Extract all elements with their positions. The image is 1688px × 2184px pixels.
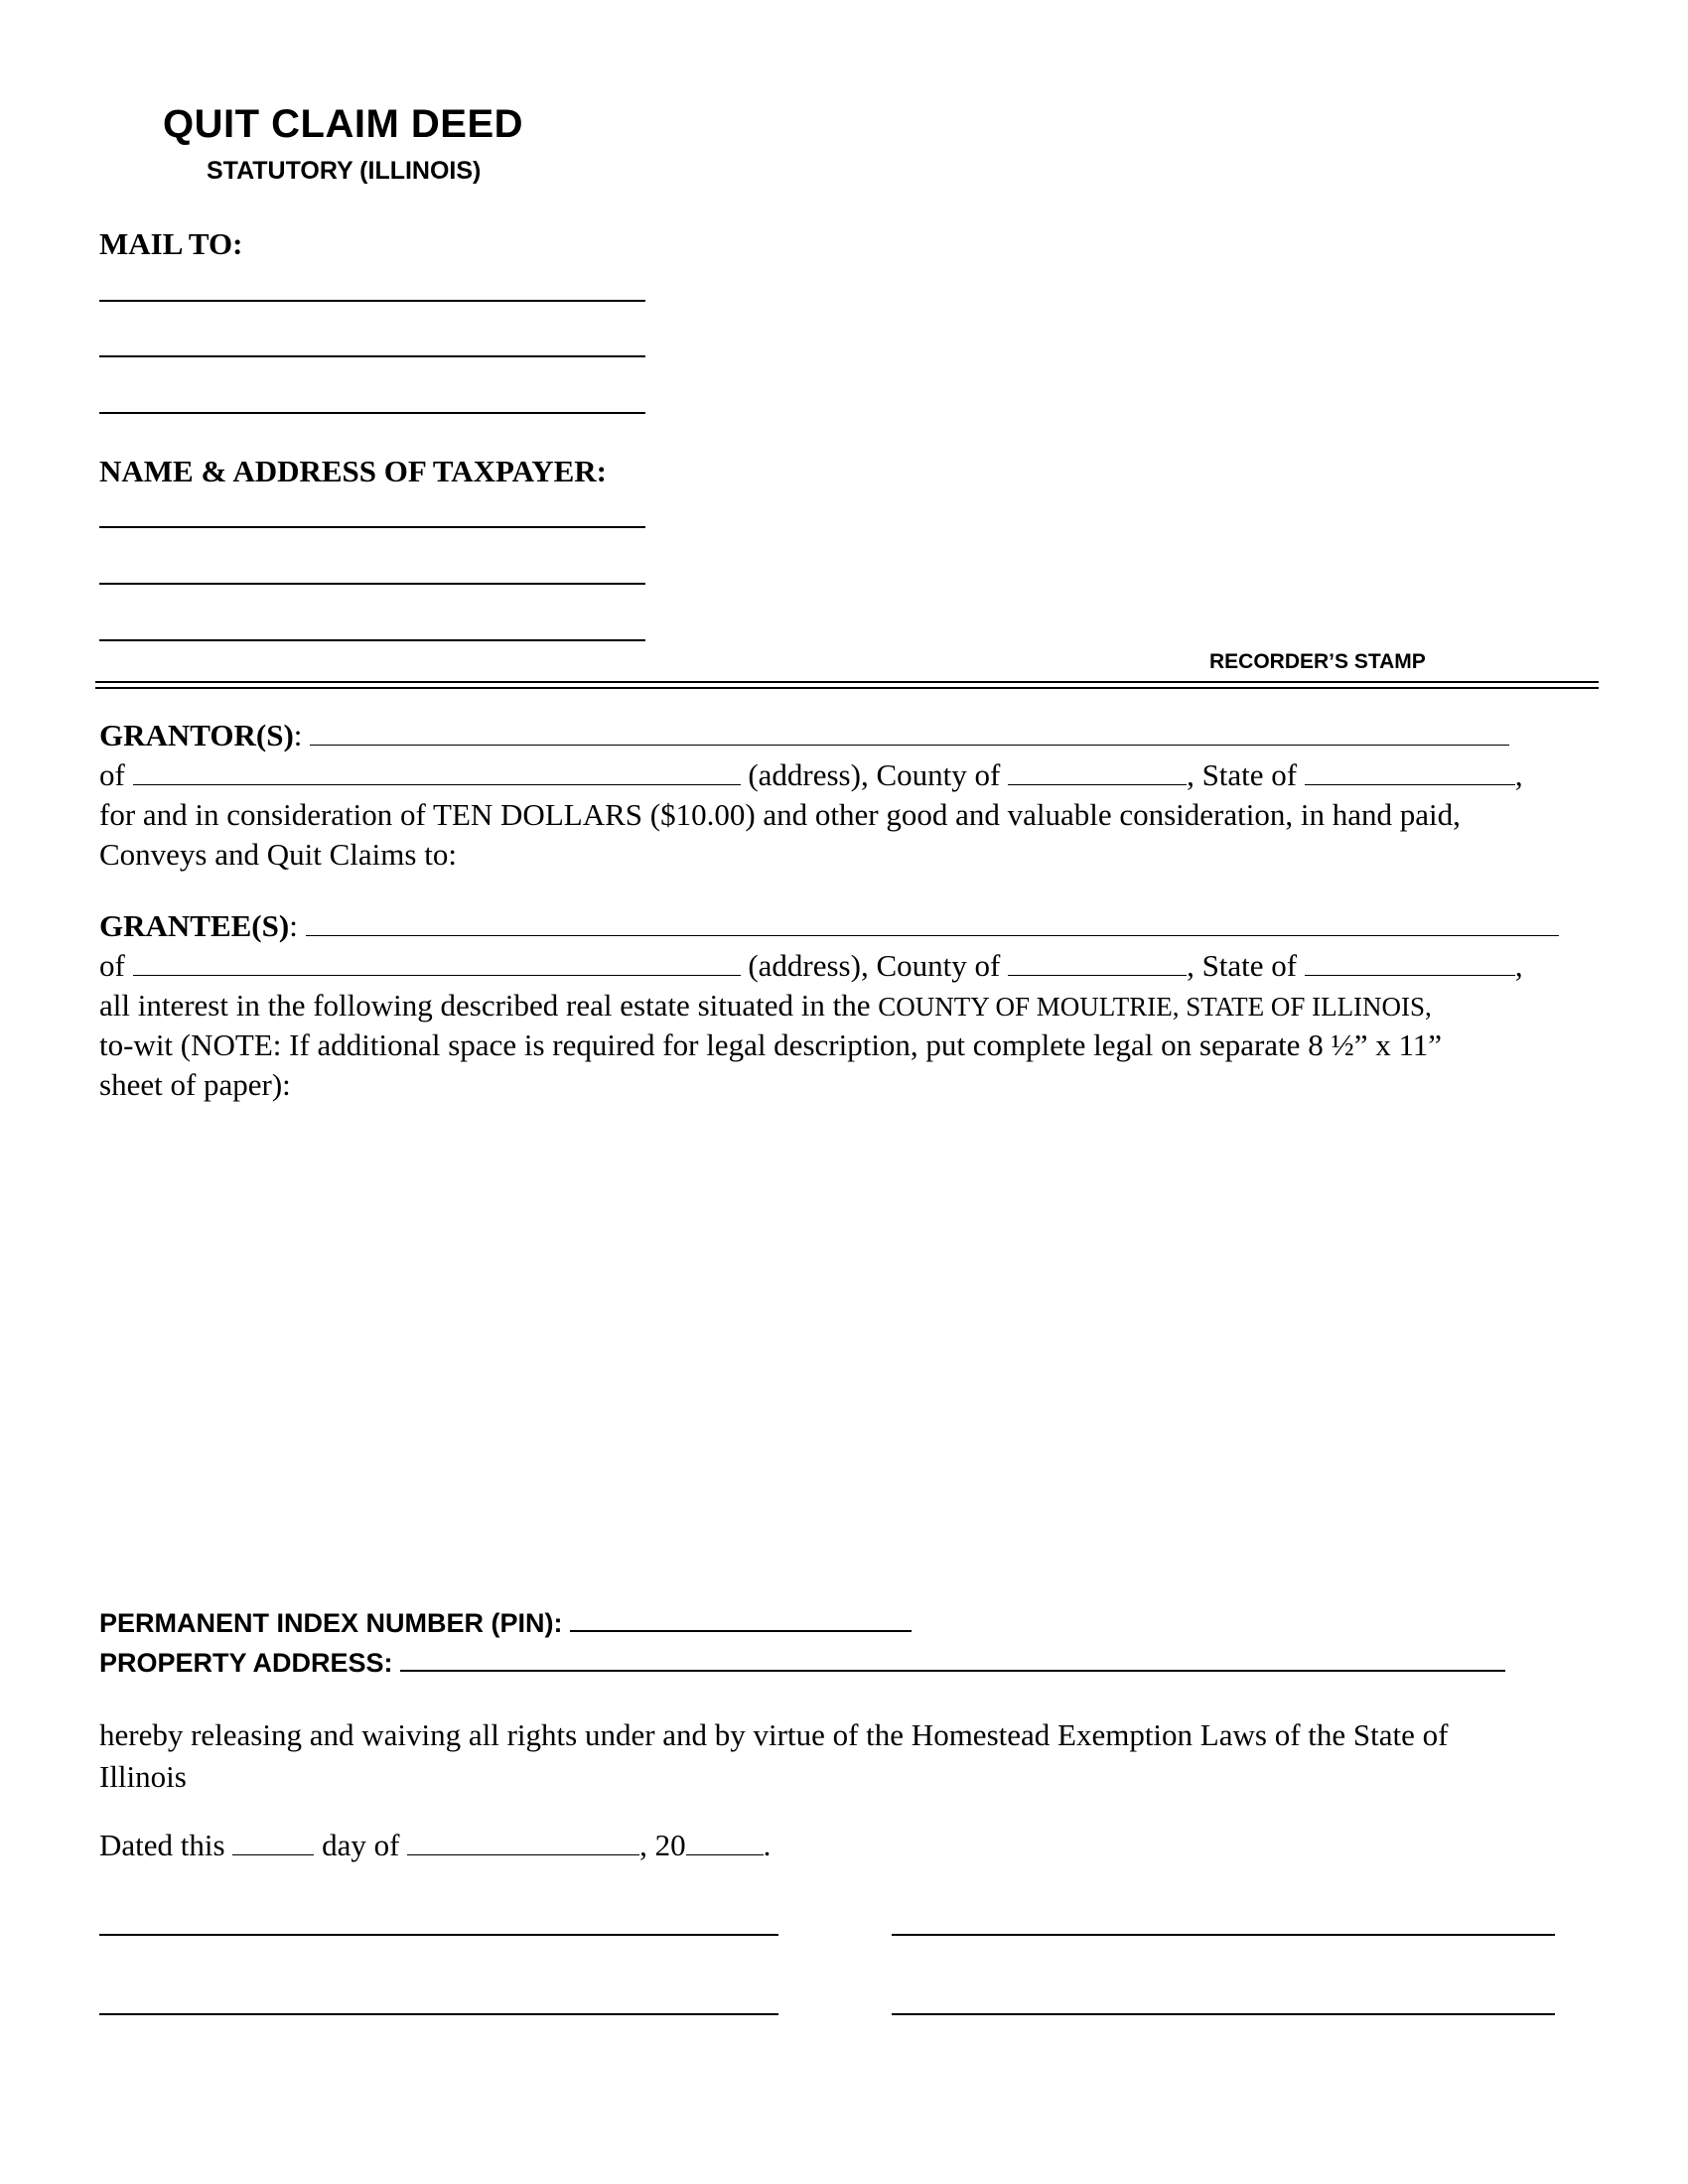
grantee-comma: ,	[1514, 948, 1523, 983]
grantor-row	[99, 718, 1509, 753]
grantee-row	[99, 908, 1559, 944]
property-address-label: PROPERTY ADDRESS:	[99, 1648, 393, 1678]
signature-line-left-1[interactable]	[99, 1934, 778, 1936]
dated-year-prefix: , 20	[639, 1828, 686, 1862]
grantee-address-field[interactable]	[133, 949, 741, 976]
grantor-colon: :	[293, 718, 303, 752]
legal-description-area[interactable]	[99, 1112, 1589, 1569]
mail-to-label: MAIL TO:	[99, 226, 243, 261]
dated-row	[99, 1828, 771, 1863]
grantee-address-county-text: (address), County of	[748, 948, 1001, 983]
mail-to-line-1[interactable]	[99, 300, 645, 302]
grantor-label: GRANTOR(S)	[99, 718, 294, 752]
county-state-text: COUNTY OF MOULTRIE, STATE OF ILLINOIS,	[878, 992, 1432, 1022]
interest-text-a: all interest in the following described real estate situated in the	[99, 988, 879, 1023]
document-subtitle: STATUTORY (ILLINOIS)	[207, 157, 482, 185]
grantor-name-field[interactable]	[310, 719, 1509, 746]
taxpayer-label: NAME & ADDRESS OF TAXPAYER:	[99, 454, 607, 488]
mail-to-line-3[interactable]	[99, 412, 645, 414]
grantor-state-field[interactable]	[1305, 758, 1515, 785]
signature-line-right-1[interactable]	[892, 1934, 1555, 1936]
grantee-interest-line-2: to-wit (NOTE: If additional space is required for legal description, put complete legal on separate 8 ½” x 11”	[99, 1027, 1443, 1062]
recorders-stamp-label: RECORDER’S STAMP	[1209, 650, 1426, 673]
document-title: QUIT CLAIM DEED	[163, 102, 524, 146]
grantee-state-field[interactable]	[1305, 949, 1515, 976]
grantor-comma: ,	[1514, 757, 1523, 792]
grantee-state-text: , State of	[1187, 948, 1298, 983]
dated-prefix: Dated this	[99, 1828, 225, 1862]
grantee-of: of	[99, 948, 125, 983]
dated-day-of-text: day of	[322, 1828, 400, 1862]
signature-line-right-2[interactable]	[892, 2013, 1555, 2015]
grantor-address-county-text: (address), County of	[748, 757, 1001, 792]
grantee-colon: :	[289, 908, 298, 943]
grantee-interest-line-1	[99, 988, 1432, 1024]
grantee-county-field[interactable]	[1008, 949, 1187, 976]
grantee-interest-line-3: sheet of paper):	[99, 1067, 291, 1102]
grantee-address-row	[99, 948, 1523, 984]
mail-to-line-2[interactable]	[99, 355, 645, 357]
taxpayer-line-2[interactable]	[99, 583, 645, 585]
grantor-address-row	[99, 757, 1523, 793]
homestead-line-2: Illinois	[99, 1759, 187, 1794]
pin-row	[99, 1604, 912, 1639]
grantor-county-field[interactable]	[1008, 758, 1187, 785]
property-address-row	[99, 1644, 1505, 1679]
separator-rule-top	[95, 681, 1599, 683]
grantor-state-text: , State of	[1187, 757, 1298, 792]
grantor-conveys-text: Conveys and Quit Claims to:	[99, 837, 457, 872]
grantee-label: GRANTEE(S)	[99, 908, 290, 943]
pin-label: PERMANENT INDEX NUMBER (PIN):	[99, 1608, 563, 1638]
separator-rule-bottom	[95, 687, 1599, 689]
homestead-line-1: hereby releasing and waiving all rights under and by virtue of the Homestead Exemption Laws of the State of	[99, 1717, 1449, 1752]
grantee-name-field[interactable]	[306, 909, 1559, 936]
dated-year-field[interactable]	[686, 1829, 764, 1855]
dated-month-field[interactable]	[407, 1829, 639, 1855]
dated-period: .	[763, 1828, 772, 1862]
dated-day-field[interactable]	[232, 1829, 314, 1855]
property-address-field[interactable]	[400, 1644, 1505, 1672]
signature-line-left-2[interactable]	[99, 2013, 778, 2015]
grantor-address-field[interactable]	[133, 758, 741, 785]
taxpayer-line-1[interactable]	[99, 526, 645, 528]
taxpayer-line-3[interactable]	[99, 639, 645, 641]
grantor-of: of	[99, 757, 125, 792]
pin-field[interactable]	[570, 1604, 912, 1632]
grantor-consideration-text: for and in consideration of TEN DOLLARS ($10.00) and other good and valuable consideration, in hand paid,	[99, 797, 1461, 832]
